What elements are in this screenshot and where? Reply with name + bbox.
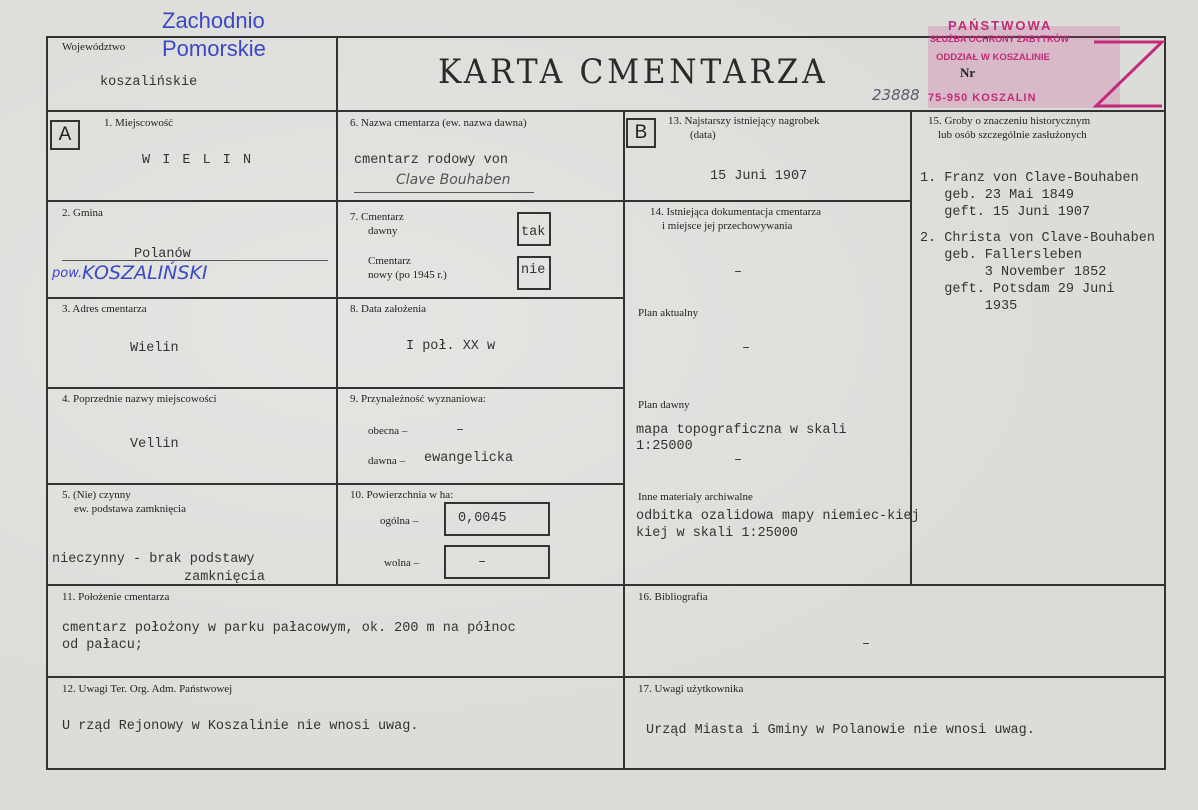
f5-label-line2: ew. podstawa zamknięcia [74, 503, 186, 515]
f17-label: 17. Uwagi użytkownika [638, 683, 744, 695]
section-b-marker: B [626, 118, 656, 148]
page-title: KARTA CMENTARZA [438, 52, 829, 92]
f14-plan-dawny-dash: – [734, 453, 743, 468]
f14-inne-line1: odbitka ozalidowa mapy niemiec-kiej [636, 509, 920, 524]
list-item: 2. Christa von Clave-Bouhaben [920, 231, 1155, 246]
f1-value: W I E L I N [142, 153, 254, 168]
f7-nowy-value: nie [521, 263, 546, 278]
f6-underline [354, 192, 534, 193]
f2-underline [62, 260, 328, 261]
stamp-z-mark [1090, 38, 1166, 110]
f10-wolna-label: wolna – [384, 557, 420, 569]
f14-label-line1: 14. Istniejąca dokumentacja cmentarza [650, 206, 822, 218]
wojewodztwo-label: Województwo [62, 41, 126, 53]
f4-value: Vellin [130, 437, 179, 452]
f14-plan-aktualny-value: – [742, 341, 751, 356]
f5-label-line1: 5. (Nie) czynny [62, 489, 131, 501]
f4-label: 4. Poprzednie nazwy miejscowości [62, 393, 217, 405]
f13-label-line2: (data) [690, 129, 716, 141]
f15-label-line1: 15. Groby o znaczeniu historycznym [928, 115, 1091, 127]
f6-handwritten: Clave Bouhaben [396, 172, 511, 188]
f9-dawna-value: ewangelicka [424, 451, 514, 466]
f14-plan-aktualny-label: Plan aktualny [638, 307, 699, 319]
list-item: 1935 [920, 299, 1018, 314]
f6-value: cmentarz rodowy von [354, 153, 508, 168]
f9-label: 9. Przynależność wyznaniowa: [350, 393, 486, 405]
row-line-3 [46, 387, 625, 389]
f10-wolna-box [444, 545, 550, 579]
f2-value: Polanów [134, 247, 191, 262]
row-line-b1 [623, 200, 912, 202]
f14-plan-dawny-label: Plan dawny [638, 399, 690, 411]
office-stamp-line1: PAŃSTWOWA [948, 18, 1053, 33]
row-line-4 [46, 483, 625, 485]
section-a-marker: A [50, 120, 80, 150]
f5-value-line2: zamknięcia [184, 570, 266, 585]
f14-label-line2: i miejsce jej przechowywania [662, 220, 793, 232]
header-vdivider [336, 36, 338, 112]
f10-wolna-value: – [478, 555, 487, 570]
office-stamp-line3: ODDZIAŁ W KOSZALINIE [936, 52, 1050, 63]
wojewodztwo-stamp-line1: Zachodnio [162, 8, 265, 33]
col-divider-2 [623, 110, 625, 770]
f2-stamp-value: KOSZALIŃSKI [82, 262, 208, 284]
nr-label: Nr [960, 65, 976, 80]
f5-value-line1: nieczynny - brak podstawy [52, 552, 255, 567]
f13-label-line1: 13. Najstarszy istniejący nagrobek [668, 115, 820, 127]
list-item: 1. Franz von Clave-Bouhaben [920, 171, 1139, 186]
f14-plan-dawny-line2: 1:25000 [636, 439, 693, 454]
f9-obecna-label: obecna – [368, 425, 408, 437]
f14-inne-label: Inne materiały archiwalne [638, 491, 753, 503]
list-item: geb. 23 Mai 1849 [920, 188, 1074, 203]
f8-label: 8. Data założenia [350, 303, 427, 315]
f3-value: Wielin [130, 341, 179, 356]
f7-dawny-value: tak [521, 225, 546, 240]
f10-ogolna-value: 0,0045 [458, 511, 507, 526]
row-line-2 [46, 297, 625, 299]
nr-handwritten: 23888 [872, 86, 920, 104]
f2-stamp-prefix: pow. [52, 266, 83, 281]
f12-label: 12. Uwagi Ter. Org. Adm. Państwowej [62, 683, 233, 695]
f15-label-line2: lub osób szczególnie zasłużonych [938, 129, 1087, 141]
office-stamp-line2: SŁUŻBA OCHRONY ZABYTKÓW [930, 34, 1069, 44]
f13-value: 15 Juni 1907 [710, 169, 808, 184]
f9-obecna-value: – [456, 423, 465, 438]
f16-label: 16. Bibliografia [638, 591, 708, 603]
f1-label: 1. Miejscowość [104, 117, 174, 129]
f9-dawna-label: dawna – [368, 455, 405, 467]
office-stamp-line4: 75-950 KOSZALIN [928, 92, 1037, 104]
f7-dawny-label-line1: 7. Cmentarz [350, 211, 404, 223]
list-item: geft. 15 Juni 1907 [920, 205, 1091, 220]
f12-value: U rząd Rejonowy w Koszalinie nie wnosi uwag. [62, 719, 419, 734]
f17-value: Urząd Miasta i Gminy w Polanowie nie wnosi uwag. [646, 723, 1035, 738]
f11-value-line1: cmentarz położony w parku pałacowym, ok. 200 m na północ [62, 621, 516, 636]
f10-label: 10. Powierzchnia w ha: [350, 489, 454, 501]
f7-nowy-label-line1: Cmentarz [368, 255, 411, 267]
f6-label: 6. Nazwa cmentarza (ew. nazwa dawna) [350, 117, 527, 129]
f3-label: 3. Adres cmentarza [62, 303, 147, 315]
col-divider-1 [336, 110, 338, 586]
f14-inne-line2: kiej w skali 1:25000 [636, 526, 799, 541]
wojewodztwo-stamp-line2: Pomorskie [162, 36, 266, 61]
f10-ogolna-label: ogólna – [380, 515, 419, 527]
wojewodztwo-value: koszalińskie [100, 75, 198, 90]
list-item: geb. Fallersleben [920, 248, 1083, 263]
header-divider [46, 110, 1166, 112]
f14-value: – [734, 265, 743, 280]
f8-value: I poł. XX w [406, 339, 496, 354]
f2-label: 2. Gmina [62, 207, 103, 219]
list-item: 3 November 1852 [920, 265, 1107, 280]
f7-dawny-label-line2: dawny [368, 225, 398, 237]
list-item: geft. Potsdam 29 Juni [920, 282, 1115, 297]
f14-plan-dawny-line1: mapa topograficzna w skali [636, 423, 847, 438]
f7-nowy-label-line2: nowy (po 1945 r.) [368, 269, 447, 281]
f16-value: – [862, 637, 871, 652]
row-line-6 [46, 676, 1166, 678]
f11-label: 11. Położenie cmentarza [62, 591, 170, 603]
f11-value-line2: od pałacu; [62, 638, 144, 653]
row-line-1 [46, 200, 625, 202]
